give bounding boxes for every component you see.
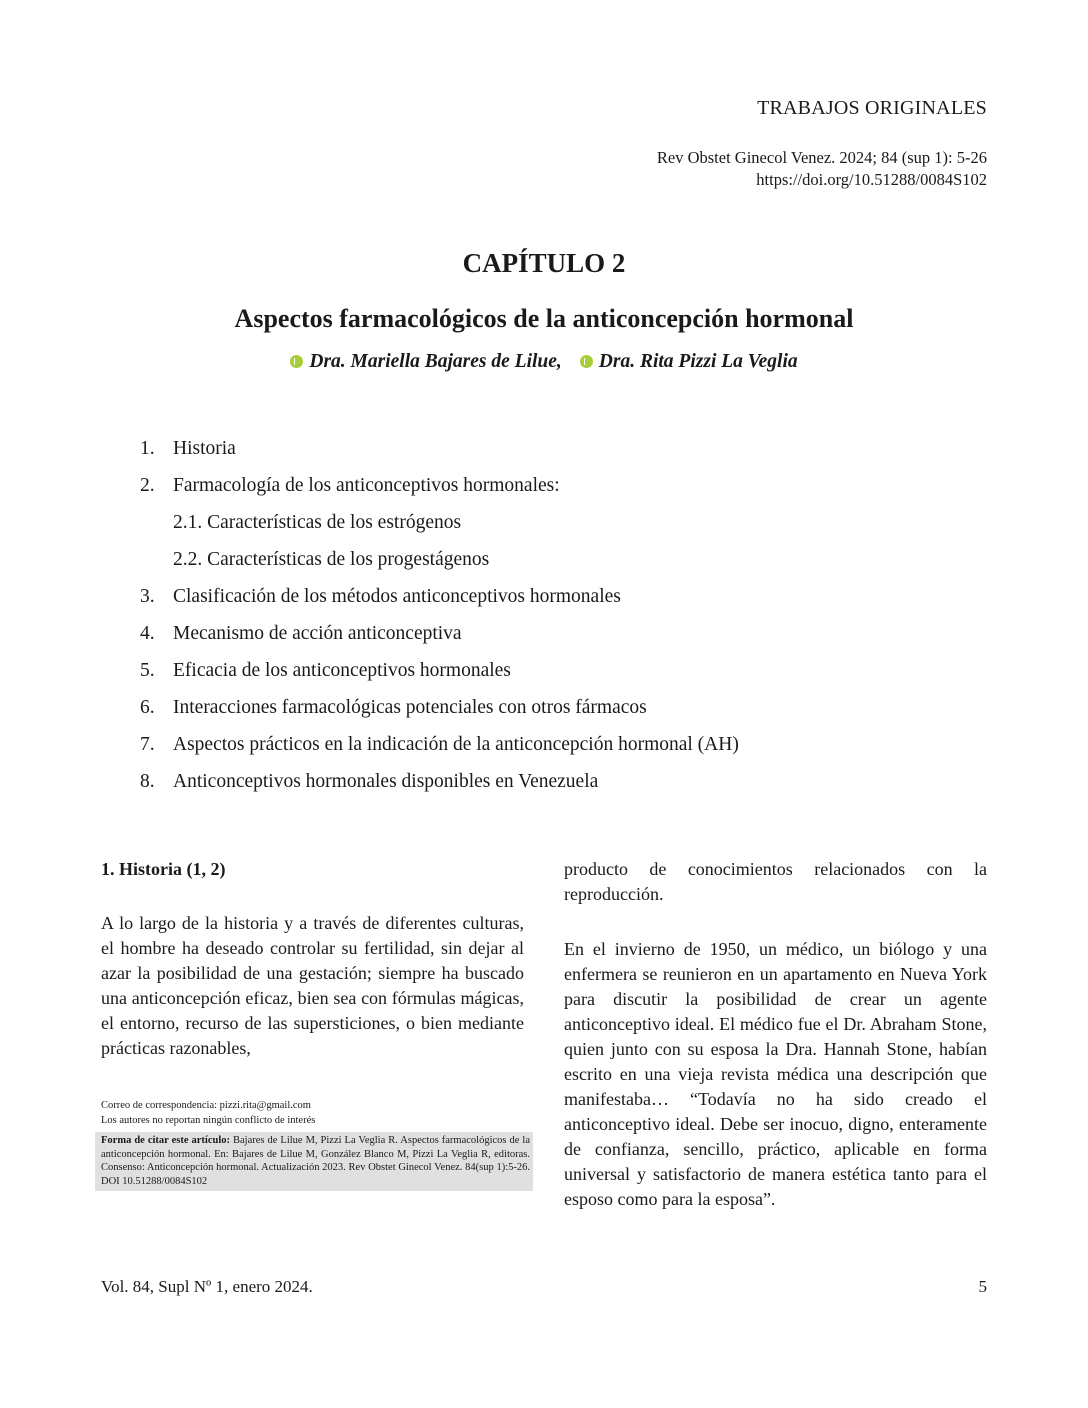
citation-box — [95, 1132, 533, 1191]
footer-volume: Vol. 84, Supl Nº 1, enero 2024. — [101, 1277, 313, 1296]
toc-item: 5. Eficacia de los anticonceptivos hormonales — [140, 660, 511, 681]
toc-item: 6. Interacciones farmacológicas potenciales con otros fármacos — [140, 697, 647, 718]
conflict-note: Los autores no reportan ningún conflicto de interés — [101, 1115, 316, 1126]
correspondence-note: Correo de correspondencia: pizzi.rita@gmail.com — [101, 1100, 311, 1111]
body-paragraph: producto de conocimientos relacionados con la reproducción. — [564, 859, 987, 904]
journal-citation: Rev Obstet Ginecol Venez. 2024; 84 (sup 1): 5-26 — [656, 148, 987, 167]
orcid-icon[interactable] — [290, 355, 303, 368]
section-label: TRABAJOS ORIGINALES — [757, 97, 987, 119]
orcid-icon[interactable] — [580, 355, 593, 368]
doi-link[interactable]: https://doi.org/10.51288/0084S102 — [756, 170, 987, 189]
section-heading: 1. Historia (1, 2) — [101, 859, 226, 879]
toc-item: 1. Historia — [140, 438, 236, 459]
author-list — [0, 351, 1088, 373]
citation-text: Bajares de Lilue M, Pizzi La Veglia R. Aspectos farmacológicos de la anticoncepción hormonal. En: Bajares de Lilue M, González Blanco M, Pizzi La Veglia R, editoras. Consenso: Anticoncepción hormonal. Actualización 2023. Rev Obstet Ginecol Venez. 84(sup 1):5-26. DOI 10.51288/0084S102 — [101, 1135, 530, 1187]
citation-label: Forma de citar este artículo: — [101, 1135, 231, 1146]
author-name: Dra. Rita Pizzi La Veglia — [598, 351, 798, 372]
page-number: 5 — [978, 1277, 987, 1296]
toc-item: 4. Mecanismo de acción anticonceptiva — [140, 623, 462, 644]
article-title: Aspectos farmacológicos de la anticoncepción hormonal — [234, 304, 854, 333]
toc-item: 8. Anticonceptivos hormonales disponibles en Venezuela — [140, 771, 599, 792]
toc-item: 2. Farmacología de los anticonceptivos hormonales: — [140, 475, 560, 496]
toc-item: 3. Clasificación de los métodos anticonceptivos hormonales — [140, 586, 621, 607]
author-name: Dra. Mariella Bajares de Lilue, — [309, 351, 562, 372]
toc-item: 7. Aspectos prácticos en la indicación de la anticoncepción hormonal (AH) — [140, 734, 739, 755]
table-of-contents — [140, 436, 739, 806]
toc-subitem: 2.2. Características de los progestágenos — [173, 549, 490, 570]
body-paragraph: En el invierno de 1950, un médico, un biólogo y una enfermera se reunieron en un apartamento en Nueva York para discutir la posibilidad de crear un agente anticonceptivo ideal. El médico fue el Dr. Abraham Stone, quien junto con su esposa la Dra. Hannah Stone, habían escrito en una vieja revista médica una descripción que manifestaba… “Todavía no ha sido creado el anticonceptivo ideal. Debe ser inocuo, digno, enteramente de confianza, sencillo, práctico, aplicable en forma universal y satisfactorio de manera estética tanto para el esposo como para la esposa”. — [564, 939, 987, 1209]
toc-subitem: 2.1. Características de los estrógenos — [173, 512, 462, 533]
chapter-heading: CAPÍTULO 2 — [462, 248, 626, 278]
body-paragraph: A lo largo de la historia y a través de diferentes culturas, el hombre ha deseado controlar su fertilidad, sin dejar al azar la posibilidad de una gestación; siempre ha buscado una anticoncepción eficaz, bien sea con fórmulas mágicas, el entorno, recurso de las supersticiones, o bien mediante prácticas razonables, — [101, 913, 524, 1058]
